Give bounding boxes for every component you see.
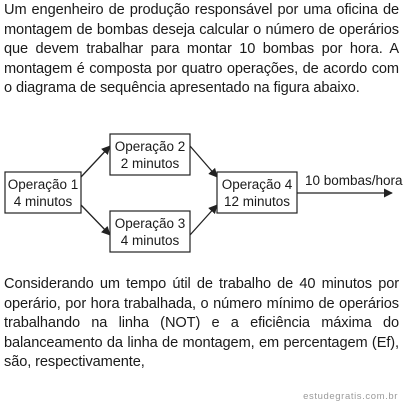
arrow-op3-op4 xyxy=(190,205,217,235)
operation-1-name: Operação 1 xyxy=(7,177,79,192)
operation-2-name: Operação 2 xyxy=(114,139,186,154)
sequence-diagram xyxy=(0,125,404,265)
operation-2-box xyxy=(110,134,190,175)
arrow-op2-op4 xyxy=(190,146,217,177)
intro-paragraph: Um engenheiro de produção responsável por uma oficina de montagem de bombas deseja calcular o número de operários que devem trabalhar para montar 10 bombas por hora. A montagem é composta por quatro operações, de acordo com o diagrama de sequência apresentado na figura abaixo. xyxy=(4,2,399,96)
watermark: estudegratis.com.br xyxy=(303,391,398,402)
arrow-op1-op2 xyxy=(81,146,110,177)
operation-2-time: 2 minutos xyxy=(120,156,180,171)
operation-4-time: 12 minutos xyxy=(223,194,291,209)
operation-3-box xyxy=(110,211,190,252)
operation-4-name: Operação 4 xyxy=(221,177,293,192)
output-label: 10 bombas/hora xyxy=(305,173,403,188)
arrow-op1-op3 xyxy=(81,205,110,235)
operation-4-box xyxy=(217,172,297,213)
operation-1-box xyxy=(5,172,81,213)
operation-1-time: 4 minutos xyxy=(13,194,73,209)
operation-3-name: Operação 3 xyxy=(114,216,186,231)
question-paragraph: Considerando um tempo útil de trabalho de 40 minutos por operário, por hora trabalhada, o número mínimo de operários trabalhando na linha (NOT) e a eficiência máxima do balanceamento da linha de montagem, em percentagem (Ef), são, respectivamente, xyxy=(4,276,399,370)
operation-3-time: 4 minutos xyxy=(120,233,180,248)
